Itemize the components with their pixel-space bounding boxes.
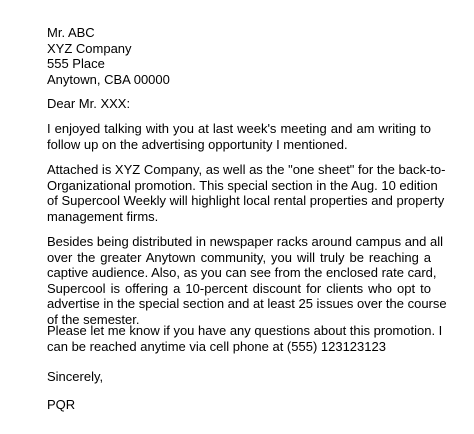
salutation: Dear Mr. XXX:	[47, 96, 131, 111]
recipient-city: Anytown, CBA 00000	[47, 71, 170, 87]
closing: Sincerely,	[47, 369, 104, 384]
paragraph-line: can be reached anytime via cell phone at (555) 123123123	[47, 338, 386, 354]
paragraph-line: of the semester.	[47, 311, 140, 327]
body-paragraph-4	[47, 323, 443, 354]
paragraph-line: captive audience. Also, as you can see from the enclosed rate card,	[47, 265, 437, 280]
paragraph-line: of Supercool Weekly will highlight local rental properties and property	[47, 193, 445, 208]
paragraph-line: I enjoyed talking with you at last week's meeting and am writing to	[47, 121, 431, 136]
paragraph-line: Besides being distributed in newspaper racks around campus and all	[47, 234, 444, 249]
paragraph-line: Please let me know if you have any questions about this promotion. I	[47, 323, 443, 338]
body-paragraph-2	[47, 162, 446, 224]
recipient-company: XYZ Company	[47, 40, 132, 56]
recipient-address-block	[47, 25, 447, 87]
body-paragraph-1	[47, 121, 431, 152]
paragraph-line: follow up on the advertising opportunity I mentioned.	[47, 136, 348, 152]
signature-name: PQR	[47, 397, 76, 412]
paragraph-line: advertise in the special section and at least 25 issues over the course	[47, 296, 447, 311]
paragraph-line: over the greater Anytown community, you will truly be reaching a	[47, 249, 431, 265]
body-paragraph-3	[47, 234, 447, 327]
recipient-name: Mr. ABC	[47, 25, 95, 40]
paragraph-line: Organizational promotion. This special section in the Aug. 10 edition	[47, 177, 438, 193]
paragraph-line: management firms.	[47, 208, 159, 224]
paragraph-line: Attached is XYZ Company, as well as the "one sheet" for the back-to-	[47, 162, 446, 177]
paragraph-line: Supercool is offering a 10-percent discount for clients who opt to	[47, 280, 431, 296]
recipient-street: 555 Place	[47, 56, 105, 71]
